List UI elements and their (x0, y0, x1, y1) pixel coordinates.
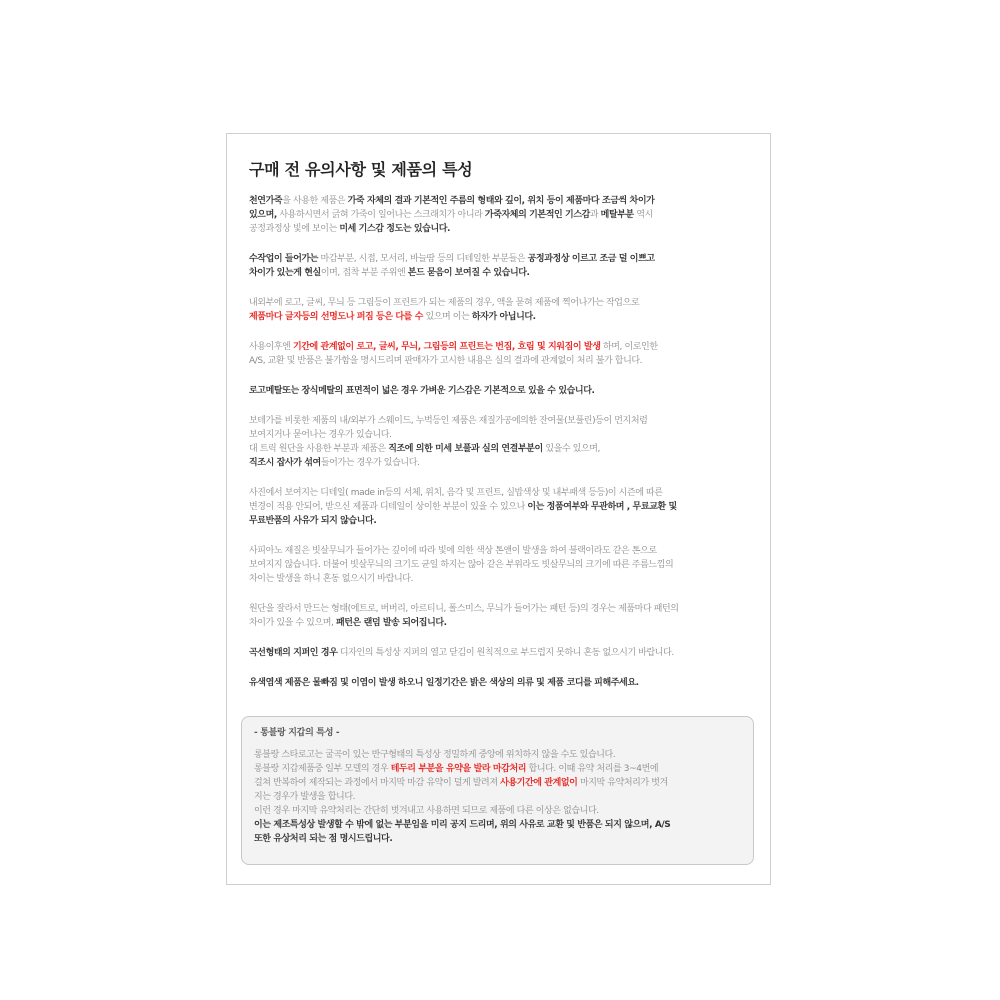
text-bold: 가죽 자체의 결과 기본적인 주름의 형태와 깊이, 위치 등이 제품마다 조금씩 차이가 (347, 196, 655, 206)
text: 합니다. 이때 유약 처리를 3~4번에 (526, 764, 659, 774)
text: 걸쳐 반복하여 제작되는 과정에서 마지막 마감 유약이 덜게 발려져 (254, 778, 501, 788)
text-bold: 메탈부분 (600, 210, 634, 220)
text-bold: 패턴은 랜덤 발송 되어집니다. (335, 618, 447, 628)
text: 지는 경우가 발생을 합니다. (254, 792, 356, 802)
text: A/S, 교환 및 반품은 불가함을 명시드리며 판매자가 고시한 내용은 실의 결과에 관계없이 처리 불가 합니다. (249, 356, 643, 366)
text-bold: 가죽자체의 기본적인 기스감 (484, 210, 590, 220)
notice-content (249, 194, 754, 706)
text: 원단을 잘라서 만드는 형태(에트로, 버버리, 아르티니, 폴스미스, 무늬가 들어가는 패턴 등)의 경우는 제품마다 패턴의 (249, 604, 679, 614)
text-red: 기간에 관계없이 로고, 글씨, 무늬, 그림등의 프린트는 번짐, 흐림 및 지워짐이 발생 (292, 342, 601, 352)
text: 이며, 접착 부분 주위엔 (320, 268, 408, 278)
box-title: - 통블랑 지갑의 특성 - (254, 728, 340, 738)
text: 을 사용한 제품은 (282, 196, 348, 206)
text-red: 테두리 부분을 유약을 발라 마감처리 (390, 764, 527, 774)
text-bold: 또한 유상처리 되는 점 명시드립니다. (254, 834, 393, 844)
text: 보여지거나 묻어나는 경우가 있습니다. (249, 430, 392, 440)
text-bold: 유색염색 제품은 물빠짐 및 이염이 발생 하오니 일정기간은 밝은 색상의 의류 및 제품 코디를 피해주세요. (249, 678, 639, 688)
text-bold: 있습니다. (493, 268, 530, 278)
text-bold: 공정과정상 이르고 조금 덜 이쁘고 (527, 254, 655, 264)
paragraph-handwork (249, 252, 754, 280)
text-bold: 무료반품의 사유가 되지 않습니다. (249, 516, 377, 526)
paragraph-suede (249, 414, 754, 470)
paragraph-zipper (249, 646, 754, 660)
text: 있으며 이는 (423, 312, 472, 322)
text-bold: 하자가 아닙니다. (471, 312, 536, 322)
paragraph-print (249, 296, 754, 324)
paragraph-pattern (249, 602, 754, 630)
notice-sheet (226, 133, 771, 885)
text-bold: 이는 제조특성상 발생할 수 밖에 없는 부분임을 미리 공지 드리며, 위의 사유로 교환 및 반품은 되지 않으며, A/S (254, 820, 671, 830)
text: 이런 경우 마지막 유약처리는 간단히 벗겨내고 사용하면 되므로 제품에 다른 이상은 없습니다. (254, 806, 599, 816)
text: 사진에서 보여지는 디테일( made in등의 서체, 위치, 음각 및 프린트, 실밥색상 및 내부패색 등등)이 시즌에 따른 (249, 488, 663, 498)
text: 롱블랑 스타로고는 굴곡이 있는 반구형태의 특성상 정밀하게 중앙에 위치하지 않을 수도 있습니다. (254, 750, 616, 760)
text-bold: 있으며, (249, 210, 277, 220)
text: 변경이 적용 안되어, 받으신 제품과 디테일이 상이한 부분이 있을 수 있으나 (249, 502, 528, 512)
text-bold: 이는 정품여부와 무관하며 , 무료교환 및 (527, 502, 677, 512)
text-bold: 수작업이 들어가는 (249, 254, 319, 264)
text-bold: 차이가 있는게 현실 (249, 268, 321, 278)
text: 사용이후엔 (249, 342, 293, 352)
text: 들어가는 경우가 있습니다. (320, 458, 420, 468)
text-bold: 직조시 잡사가 섞여 (249, 458, 321, 468)
text: 사피아노 재질은 빗살무늬가 들어가는 깊이에 따라 빛에 의한 색상 톤앤이 발생을 하여 블랙이라도 같은 톤으로 (249, 546, 657, 556)
text: 공정과정상 빛에 보이는 (249, 224, 340, 234)
paragraph-saffiano (249, 544, 754, 586)
paragraph-detail (249, 486, 754, 528)
text-bold: 천연가죽 (249, 196, 283, 206)
text: 보테가를 비롯한 제품의 내/외부가 스웨이드, 누벅등인 제품은 재질가공에의한 잔여물(보풀린)등이 먼지처럼 (249, 416, 648, 426)
text: 마지막 유약처리가 벗겨 (577, 778, 668, 788)
text-bold: 직조에 의한 미세 보풀과 실의 연결부분이 (388, 444, 543, 454)
text-red: 제품마다 글자등의 선명도나 퍼짐 등은 다를 수 (249, 312, 423, 322)
text: 과 (589, 210, 601, 220)
paragraph-metal (249, 384, 754, 398)
text: 차이가 있을 수 있으며, (249, 618, 336, 628)
text-red: 사용기간에 관계없이 (500, 778, 578, 788)
longchamp-notice-box (241, 716, 754, 865)
text-bold: 이 보여질 수 (443, 268, 494, 278)
text: 차이는 발생을 하니 혼동 없으시기 바랍니다. (249, 574, 414, 584)
text: 마감부분, 시접, 모서리, 바늘땀 등의 디테일한 부분들은 (318, 254, 528, 264)
paragraph-after-use (249, 340, 754, 368)
text: 내외부에 로고, 글씨, 무늬 등 그림등이 프린트가 되는 제품의 경우, 액을 묻혀 제품에 찍어나가는 작업으로 (249, 298, 640, 308)
paragraph-leather (249, 194, 754, 236)
text-bold: 미세 기스감 정도는 있습니다. (339, 224, 451, 234)
page-title: 구매 전 유의사항 및 제품의 특성 (249, 160, 473, 179)
text-bold: 곡선형태의 지퍼인 경우 (249, 648, 338, 658)
paragraph-dye (249, 676, 754, 690)
text: 디자인의 특성상 지퍼의 열고 닫김이 원칙적으로 부드럽지 못하니 혼동 없으시기 바랍니다. (337, 648, 674, 658)
text: 보여지지 않습니다. 더불어 빗살무늬의 크기도 균일 하지는 않아 같은 부위라도 빗살무늬의 크기에 따른 주름느낌의 (249, 560, 674, 570)
text: 있을수 있으며, (542, 444, 601, 454)
text-bold: 본드 묻음 (407, 268, 444, 278)
box-body (254, 748, 744, 846)
text: 하며, 이로인한 (600, 342, 658, 352)
text: 사용하시면서 긁혀 가죽이 일어나는 스크래치가 아니라 (276, 210, 485, 220)
text-bold: 로고메탈또는 장식메탈의 표면적이 넓은 경우 가벼운 기스감은 기본적으로 있을 수 있습니다. (249, 386, 595, 396)
text: 대 트릭 원단을 사용한 부분과 제품은 (249, 444, 389, 454)
text: 역시 (633, 210, 653, 220)
text: 롱블랑 지갑제품중 일부 모델의 경우 (254, 764, 391, 774)
